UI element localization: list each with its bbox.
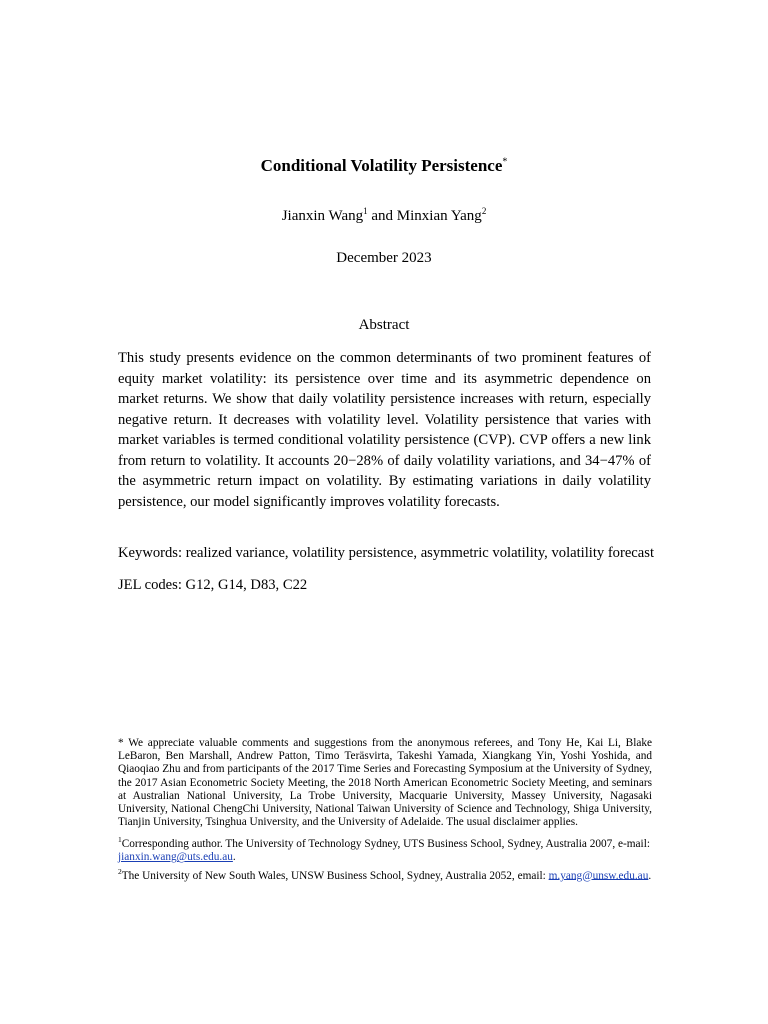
- author-1-mark: 1: [363, 206, 368, 216]
- footnote-2-email-link[interactable]: m.yang@unsw.edu.au: [548, 869, 649, 882]
- author-2-mark: 2: [481, 206, 487, 216]
- keywords-line: Keywords: realized variance, volatility persistence, asymmetric volatility, volatility forecast: [118, 545, 654, 561]
- footnote-1-email-link[interactable]: jianxin.wang@uts.edu.au: [118, 851, 233, 864]
- acknowledgement-footnote: [118, 737, 652, 829]
- abstract-body: This study presents evidence on the common determinants of two prominent features of equity market volatility: its persistence over time and its asymmetric dependence on market returns. We show that daily volatility persistence increases with return, especially negative return. It decreases with volatility level. Volatility persistence that varies with market variables is termed conditional volatility persistence (CVP). CVP offers a new link from return to volatility. It accounts 20−28% of daily volatility variations, and 34−47% of the asymmetric return impact on volatility. By estimating variations in daily volatility persistence, our model significantly improves volatility forecasts.: [118, 350, 651, 510]
- author-1-name: Jianxin Wang: [281, 208, 364, 224]
- acknowledgement-mark: *: [118, 737, 124, 749]
- footnote-2-period: .: [648, 869, 652, 882]
- author-2-name: Minxian Yang: [396, 208, 482, 224]
- title-footnote-mark: *: [502, 156, 508, 168]
- footnote-2-mark: 2: [118, 866, 122, 876]
- footnotes-section: [118, 737, 652, 883]
- footnote-1: [118, 833, 652, 864]
- paper-date: December 2023: [336, 250, 432, 266]
- footnote-1-period: .: [232, 851, 236, 864]
- jel-codes-line: JEL codes: G12, G14, D83, C22: [118, 577, 308, 593]
- abstract-heading: Abstract: [358, 317, 410, 333]
- footnote-1-text: Corresponding author. The University of Technology Sydney, UTS Business School, Sydney, Australia 2007, e-mail:: [121, 838, 650, 851]
- author-conjunction: and: [371, 208, 394, 224]
- title-text: Conditional Volatility Persistence: [260, 156, 503, 175]
- footnote-2-text: The University of New South Wales, UNSW Business School, Sydney, Australia 2052, email:: [121, 869, 549, 882]
- acknowledgement-text: We appreciate valuable comments and suggestions from the anonymous referees, and Tony He, Kai Li, Blake LeBaron, Ben Marshall, Andrew Patton, Timo Teräsvirta, Takeshi Yamada, Xiangkang Yin, Yoshi Yoshida, and Qiaoqiao Zhu and from participants of the 2017 Time Series and Forecasting Symposium at the University of Sydney, the 2017 Asian Econometric Society Meeting, the 2018 North American Econometric Society Meeting, and seminars at Australian National University, La Trobe University, Macquarie University, Massey University, Nagasaki University, National ChengChi University, National Taiwan University of Science and Technology, Shiga University, Tianjin University, Tsinghua University, and the University of Adelaide. The usual disclaimer applies.: [118, 737, 653, 829]
- footnote-2: [118, 865, 652, 883]
- paper-title: [0, 156, 768, 176]
- author-line: [0, 206, 768, 225]
- footnote-1-mark: 1: [118, 835, 122, 845]
